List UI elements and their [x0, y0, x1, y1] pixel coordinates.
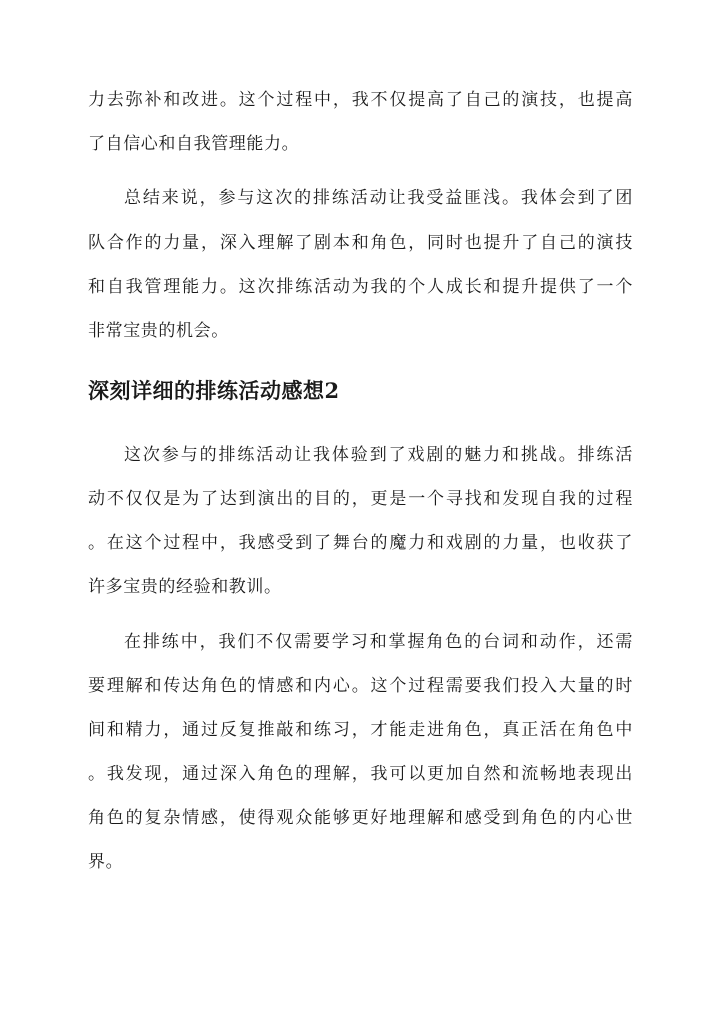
paragraph-line: 这次参与的排练活动让我体验到了戏剧的魅力和挑战。排练活 — [124, 445, 633, 465]
paragraph-line: 。在这个过程中，我感受到了舞台的魔力和戏剧的力量，也收获了 — [88, 533, 633, 553]
paragraph-line: 非常宝贵的机会。 — [88, 321, 229, 341]
paragraph-line: 界。 — [88, 852, 124, 872]
paragraph-line: 要理解和传达角色的情感和内心。这个过程需要我们投入大量的时 — [88, 676, 633, 696]
paragraph-line: 力去弥补和改进。这个过程中，我不仅提高了自己的演技，也提高 — [88, 90, 633, 110]
paragraph-line: 在排练中，我们不仅需要学习和掌握角色的台词和动作，还需 — [124, 632, 633, 652]
paragraph-line: 动不仅仅是为了达到演出的目的，更是一个寻找和发现自我的过程 — [88, 489, 633, 509]
paragraph-line: 。我发现，通过深入角色的理解，我可以更加自然和流畅地表现出 — [88, 764, 633, 784]
paragraph-line: 和自我管理能力。这次排练活动为我的个人成长和提升提供了一个 — [88, 277, 633, 297]
section-heading: 深刻详细的排练活动感想2 — [88, 378, 340, 403]
paragraph-line: 队合作的力量，深入理解了剧本和角色，同时也提升了自己的演技 — [88, 233, 633, 253]
paragraph-line: 许多宝贵的经验和教训。 — [88, 577, 282, 597]
paragraph-line: 了自信心和自我管理能力。 — [88, 134, 300, 154]
paragraph-line: 角色的复杂情感，使得观众能够更好地理解和感受到角色的内心世 — [88, 808, 633, 828]
paragraph-line: 总结来说，参与这次的排练活动让我受益匪浅。我体会到了团 — [124, 188, 633, 208]
paragraph-line: 间和精力，通过反复推敲和练习，才能走进角色，真正活在角色中 — [88, 720, 633, 740]
